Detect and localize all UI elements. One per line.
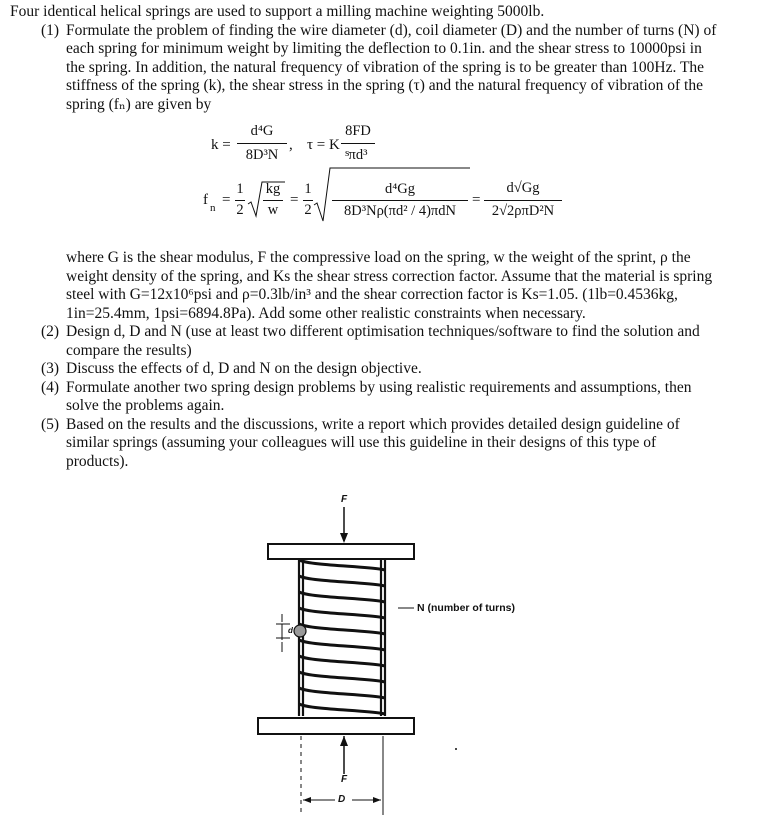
- where-line-1: where G is the shear modulus, F the compressive load on the spring, w the weight of the sprint, ρ the: [66, 249, 691, 266]
- force-top-label: F: [341, 494, 348, 505]
- fn-sqrt-numerator: kg: [265, 181, 281, 197]
- item-2-line-1: Design d, D and N (use at least two different optimisation techniques/software to find the solution and: [66, 323, 700, 340]
- item-1-line-1: Formulate the problem of finding the wire diameter (d), coil diameter (D) and the number of turns (N) of: [66, 22, 717, 39]
- item-5-number: (5): [41, 416, 60, 433]
- item-4-number: (4): [41, 379, 60, 396]
- where-line-4: 1in=25.4mm, 1psi=6894.8Pa). Add some other realistic constraints when necessary.: [66, 305, 586, 322]
- fn-half-numerator-2: 1: [304, 181, 312, 197]
- fn-last-numerator: d√Gg: [506, 180, 540, 196]
- k-denominator: 8D³N: [245, 147, 279, 163]
- item-1-number: (1): [41, 22, 60, 39]
- item-1-line-4: stiffness of the spring (k), the shear stress in the spring (τ) and the natural frequency of vibration of the: [66, 77, 703, 94]
- fn-subscript: n: [210, 202, 216, 214]
- item-1-line-2: each spring for minimum weight by limiting the deflection to 0.1in. and the shear stress to 10000psi in: [66, 40, 702, 57]
- tau-subscript: s: [345, 147, 350, 159]
- fn-equals-2: =: [290, 192, 299, 208]
- k-numerator: d⁴G: [250, 123, 274, 139]
- fn-big-denominator: 8D³Nρ(πd² / 4)πdN: [344, 203, 456, 219]
- fn-equals-3: =: [472, 192, 481, 208]
- fn-equals-1: =: [222, 192, 231, 208]
- where-line-3: steel with G=12x10⁶psi and ρ=0.3lb/in³ and the shear correction factor is Ks=1.05. (1lb=0.4536kg,: [66, 286, 678, 303]
- tau-numerator: 8FD: [345, 123, 371, 139]
- item-2-line-2: compare the results): [66, 342, 192, 359]
- tau-lhs: τ = K: [307, 137, 340, 153]
- item-5-line-3: products).: [66, 453, 129, 470]
- item-1-line-5: spring (fₙ) are given by: [66, 96, 212, 113]
- k-lhs: k =: [211, 137, 231, 153]
- fn-big-numerator: d⁴Gg: [384, 181, 416, 197]
- item-3-number: (3): [41, 360, 60, 377]
- intro-text: Four identical helical springs are used to support a milling machine weighting 5000lb.: [10, 3, 545, 20]
- force-bottom-label: F: [341, 774, 348, 785]
- item-5-line-1: Based on the results and the discussions, write a report which provides detailed design guideline of: [66, 416, 680, 433]
- wire-diameter-label: d: [288, 626, 293, 635]
- tau-denominator: πd³: [348, 147, 368, 163]
- fn-half-denominator-2: 2: [304, 202, 312, 218]
- fn-half-denominator: 2: [236, 202, 244, 218]
- item-3-line-1: Discuss the effects of d, D and N on the design objective.: [66, 360, 422, 377]
- item-4-line-2: solve the problems again.: [66, 397, 225, 414]
- coil-diameter-label: D: [338, 794, 346, 805]
- fn-lhs: f: [203, 192, 208, 208]
- item-5-line-2: similar springs (assuming your colleagues will use this guideline in their designs of this type of: [66, 434, 657, 451]
- fn-half-numerator: 1: [236, 181, 244, 197]
- where-line-2: weight density of the spring, and Ks the shear stress correction factor. Assume that the material is spring: [66, 268, 713, 285]
- item-2-number: (2): [41, 323, 60, 340]
- k-comma: ,: [289, 137, 293, 153]
- item-1-line-3: the spring. In addition, the natural frequency of vibration of the spring is to be greater than 100Hz. The: [66, 59, 705, 76]
- turns-label: N (number of turns): [417, 602, 515, 614]
- fn-last-denominator: 2√2ρπD²N: [491, 203, 555, 219]
- fn-sqrt-denominator: w: [267, 202, 279, 218]
- item-4-line-1: Formulate another two spring design problems by using realistic requirements and assumptions, then: [66, 379, 692, 396]
